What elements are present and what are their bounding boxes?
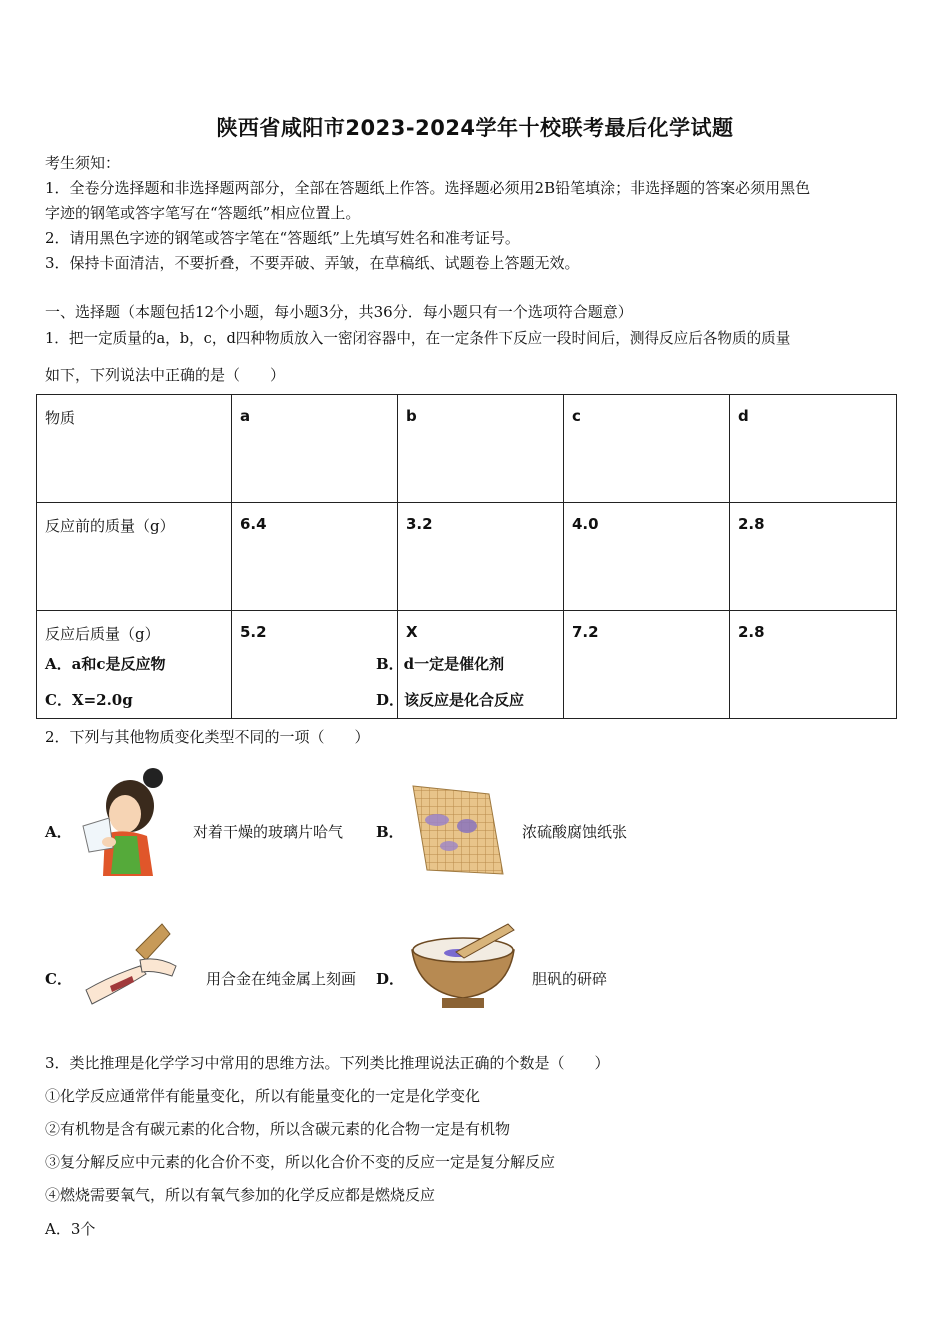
q1-option-b[interactable]: B．d一定是催化剂 — [376, 655, 505, 673]
table-cell: 2.8 — [730, 503, 897, 611]
table-cell: 2.8 — [730, 611, 897, 719]
notice-item: 1．全卷分选择题和非选择题两部分，全部在答题纸上作答。选择题必须用2B铅笔填涂；非选择题的答案必须用黑色 — [45, 179, 811, 197]
q2-option-c-text[interactable]: 用合金在纯金属上刻画 — [206, 970, 357, 988]
mortar-and-pestle-image — [408, 920, 518, 1012]
table-cell: 6.4 — [232, 503, 398, 611]
q2-option-b-letter[interactable]: B． — [376, 823, 404, 841]
notice-item: 2．请用黑色字迹的钢笔或答字笔在“答题纸”上先填写姓名和准考证号。 — [45, 229, 520, 247]
q3-statement: ③复分解反应中元素的化合价不变，所以化合价不变的反应一定是复分解反应 — [45, 1153, 556, 1171]
table-row — [37, 503, 897, 611]
q2-option-b-text[interactable]: 浓硫酸腐蚀纸张 — [522, 823, 628, 841]
q3-option-a[interactable]: A．3个 — [45, 1220, 96, 1238]
notice-heading: 考生须知： — [45, 154, 121, 172]
table-cell: 反应后质量（g） — [37, 611, 232, 719]
table-cell: c — [564, 395, 730, 503]
q1-option-c[interactable]: C．X=2.0g — [45, 691, 133, 709]
girl-breathing-on-glass-image — [75, 764, 170, 876]
q2-option-d-letter[interactable]: D． — [376, 970, 405, 988]
table-cell: 4.0 — [564, 503, 730, 611]
table-cell: d — [730, 395, 897, 503]
q1-option-d[interactable]: D．该反应是化合反应 — [376, 691, 525, 709]
table-cell: 反应前的质量（g） — [37, 503, 232, 611]
q3-stem: 3．类比推理是化学学习中常用的思维方法。下列类比推理说法正确的个数是（ ） — [45, 1054, 610, 1072]
table-cell: 物质 — [37, 395, 232, 503]
page-title: 陕西省咸阳市2023-2024学年十校联考最后化学试题 — [216, 116, 734, 140]
q2-option-a-text[interactable]: 对着干燥的玻璃片哈气 — [193, 823, 344, 841]
q1-stem: 1．把一定质量的a，b，c，d四种物质放入一密闭容器中，在一定条件下反应一段时间后，测得反应后各物质的质量 — [45, 330, 791, 347]
corroded-paper-image — [405, 782, 505, 878]
q3-statement: ④燃烧需要氧气，所以有氧气参加的化学反应都是燃烧反应 — [45, 1186, 436, 1204]
q3-statement: ①化学反应通常伴有能量变化，所以有能量变化的一定是化学变化 — [45, 1087, 481, 1105]
table-row — [37, 395, 897, 503]
q1-option-a[interactable]: A．a和c是反应物 — [45, 655, 166, 673]
q2-option-c-letter[interactable]: C． — [45, 970, 72, 988]
notice-item: 字迹的钢笔或答字笔写在“答题纸”相应位置上。 — [45, 204, 361, 222]
table-cell: X — [398, 611, 564, 719]
table-cell: b — [398, 395, 564, 503]
table-cell: 3.2 — [398, 503, 564, 611]
q1-stem-cont: 如下，下列说法中正确的是（ ） — [45, 366, 286, 384]
table-cell: 7.2 — [564, 611, 730, 719]
section-heading: 一、选择题（本题包括12个小题，每小题3分，共36分．每小题只有一个选项符合题意） — [45, 303, 633, 321]
alloy-scratch-image — [80, 920, 185, 1012]
notice-item: 3．保持卡面清洁，不要折叠，不要弄破、弄皱，在草稿纸、试题卷上答题无效。 — [45, 254, 580, 272]
q2-stem: 2．下列与其他物质变化类型不同的一项（ ） — [45, 728, 370, 746]
q3-statement: ②有机物是含有碳元素的化合物，所以含碳元素的化合物一定是有机物 — [45, 1120, 511, 1138]
table-cell: a — [232, 395, 398, 503]
q2-option-a-letter[interactable]: A． — [45, 823, 72, 841]
q2-option-d-text[interactable]: 胆矾的研碎 — [532, 970, 608, 988]
table-cell: 5.2 — [232, 611, 398, 719]
